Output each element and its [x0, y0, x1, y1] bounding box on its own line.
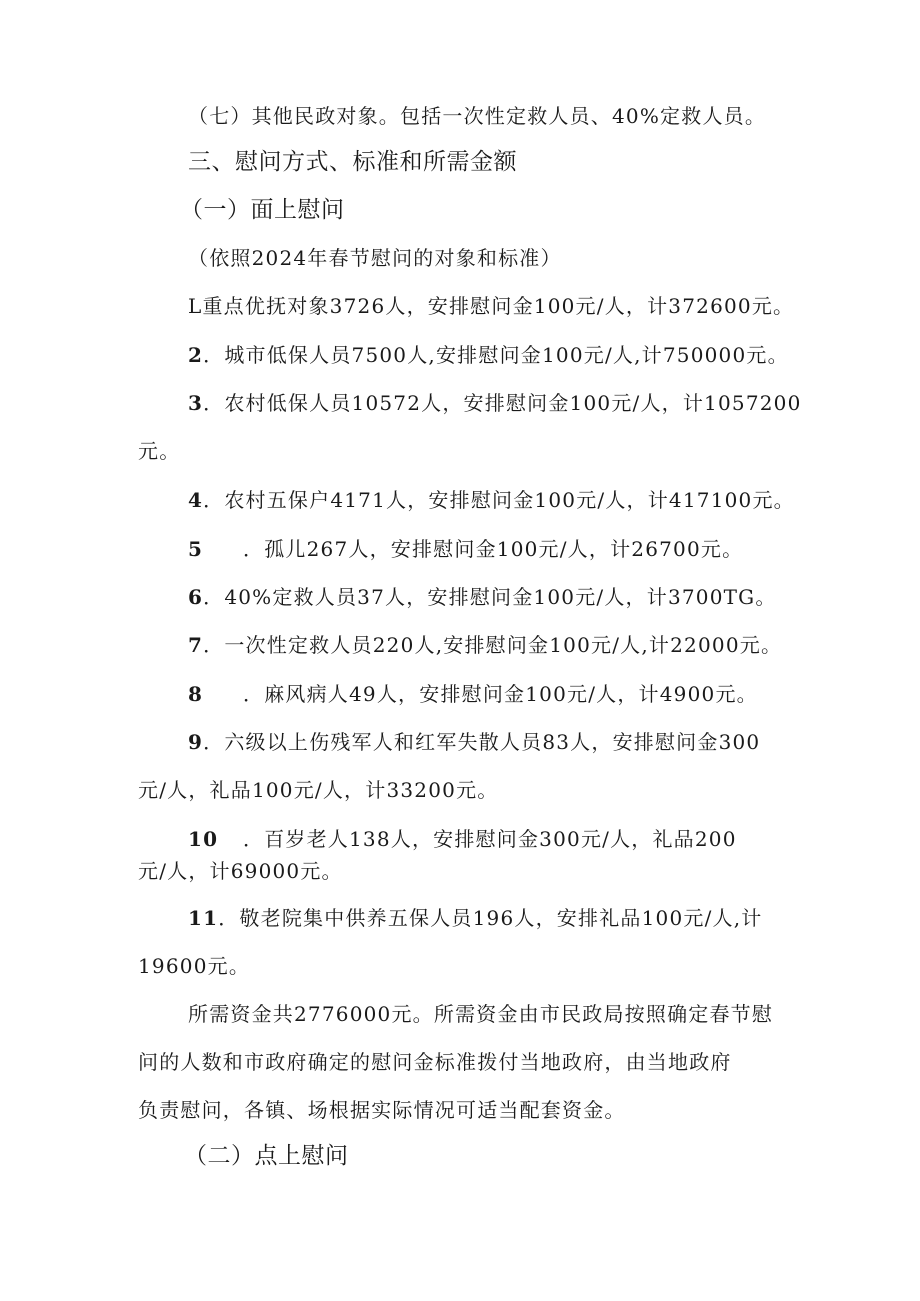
list-item-text: ．农村低保人员10572人，安排慰问金100元/人，计1057200	[203, 391, 802, 415]
list-item-text: ．40%定救人员37人，安排慰问金100元/人，计3700TG。	[203, 585, 777, 609]
list-item-9-continuation: 元/人，礼品100元/人，计33200元。	[138, 778, 499, 802]
list-item-number: 4	[188, 488, 204, 512]
funds-paragraph-line-1: 所需资金共2776000元。所需资金由市民政局按照确定春节慰	[188, 1002, 774, 1026]
list-item-number: 9	[188, 730, 204, 754]
list-item-9	[188, 727, 760, 757]
funds-paragraph-line-2: 问的人数和市政府确定的慰问金标准拨付当地政府，由当地政府	[138, 1050, 732, 1074]
list-item-number: L	[188, 294, 203, 318]
list-item-number: 2	[188, 343, 204, 367]
list-item-number: 6	[188, 585, 204, 609]
list-item-number: 11	[188, 906, 219, 930]
list-item-text: ．六级以上伤残军人和红军失散人员83人，安排慰问金300	[203, 730, 761, 754]
list-item-number: 5	[188, 537, 204, 561]
list-item-text: ．麻风病人49人，安排慰问金100元/人，计4900元。	[243, 682, 758, 706]
list-item-text: ．孤儿267人，安排慰问金100元/人，计26700元。	[243, 537, 744, 561]
list-item-3	[188, 388, 802, 418]
list-item-4	[188, 485, 795, 515]
list-item-3-continuation: 元。	[138, 439, 181, 463]
list-item-11	[188, 903, 762, 933]
list-item-text: ．敬老院集中供养五保人员196人，安排礼品100元/人,计	[218, 906, 763, 930]
basis-note: （依照2024年春节慰问的对象和标准）	[188, 246, 562, 270]
list-item-8	[188, 679, 758, 709]
list-item-text: ．百岁老人138人，安排慰问金300元/人，礼品200	[243, 827, 737, 851]
list-item-5	[188, 534, 743, 564]
list-item-6	[188, 582, 777, 612]
subsection-1-heading: （一）面上慰问	[180, 197, 345, 223]
list-item-1	[188, 291, 794, 321]
section-3-heading: 三、慰问方式、标准和所需金额	[188, 149, 517, 175]
list-item-11-continuation: 19600元。	[138, 954, 251, 978]
list-item-text: ．城市低保人员7500人,安排慰问金100元/人,计750000元。	[203, 343, 789, 367]
list-item-number: 7	[188, 633, 204, 657]
list-item-2	[188, 340, 789, 370]
list-item-text: ．一次性定救人员220人,安排慰问金100元/人,计22000元。	[203, 633, 783, 657]
list-item-number: 3	[188, 391, 204, 415]
list-item-text: ．农村五保户4171人，安排慰问金100元/人，计417100元。	[203, 488, 795, 512]
list-item-10	[188, 824, 737, 854]
subsection-2-heading: （二）点上慰问	[184, 1143, 349, 1169]
item-7-paragraph: （七）其他民政对象。包括一次性定救人员、40%定救人员。	[188, 104, 767, 128]
funds-paragraph-line-3: 负责慰问，各镇、场根据实际情况可适当配套资金。	[138, 1098, 626, 1122]
list-item-number: 10	[188, 827, 219, 851]
list-item-number: 8	[188, 682, 204, 706]
list-item-10-continuation: 元/人，计69000元。	[138, 859, 343, 883]
list-item-7	[188, 630, 782, 660]
list-item-text: 重点优抚对象3726人，安排慰问金100元/人，计372600元。	[202, 294, 795, 318]
